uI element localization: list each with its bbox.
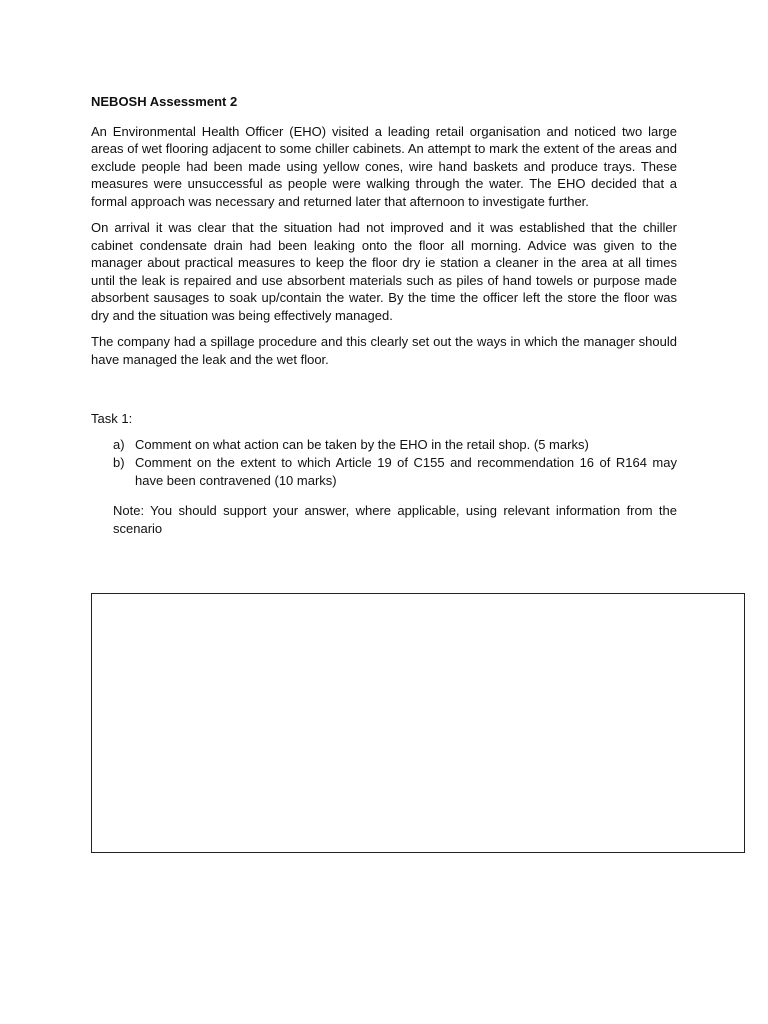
- scenario-paragraph-2: On arrival it was clear that the situation had not improved and it was established that the chiller cabinet condensate drain had been leaking onto the floor all morning. Advice was given to the manager about practical measures to keep the floor dry ie station a cleaner in the area at all times until the leak is repaired and use absorbent materials such as piles of hand towels or purpose made absorbent sausages to soak up/contain the water. By the time the officer left the store the floor was dry and the situation was being effectively managed.: [91, 220, 677, 323]
- task-label: Task 1:: [91, 411, 133, 426]
- task-item-a: [113, 436, 677, 454]
- scenario-paragraph-3: The company had a spillage procedure and this clearly set out the ways in which the manager should have managed the leak and the wet floor.: [91, 334, 677, 367]
- task-item-text: Comment on what action can be taken by the EHO in the retail shop. (5 marks): [135, 436, 589, 452]
- task-list: [91, 436, 677, 490]
- task-item-b: [113, 454, 677, 489]
- task-item-marker: b): [113, 455, 125, 470]
- scenario-paragraph-1: An Environmental Health Officer (EHO) visited a leading retail organisation and noticed two large areas of wet flooring adjacent to some chiller cabinets. An attempt to mark the extent of the areas and exclude people had been made using yellow cones, wire hand baskets and produce trays. These measures were unsuccessful as people were walking through the water. The EHO decided that a formal approach was necessary and returned later that afternoon to investigate further.: [91, 123, 677, 209]
- task-note: Note: You should support your answer, where applicable, using relevant information from the scenario: [113, 503, 677, 536]
- answer-box[interactable]: [91, 593, 745, 853]
- page-title: NEBOSH Assessment 2: [91, 94, 238, 109]
- task-item-marker: a): [113, 436, 125, 452]
- document-content: [91, 93, 677, 550]
- task-item-text: Comment on the extent to which Article 19 of C155 and recommendation 16 of R164 may have been contravened (10 marks): [135, 455, 677, 488]
